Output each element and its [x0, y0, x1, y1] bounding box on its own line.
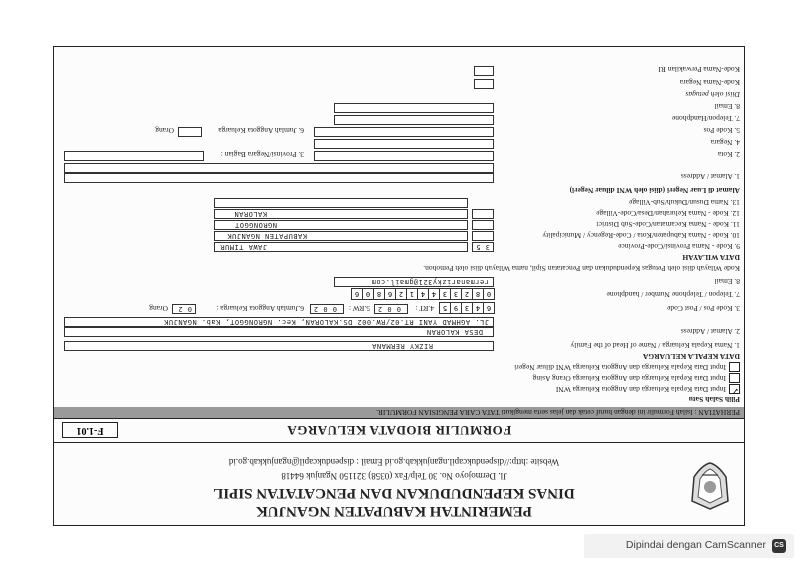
phone-digit: 4: [428, 288, 440, 300]
province-name-value: JAWA TIMUR: [219, 243, 267, 251]
postcode-digit: 5: [439, 302, 451, 314]
regency-code-field[interactable]: [472, 231, 494, 241]
form-frame: [53, 46, 745, 526]
district-name-field[interactable]: [214, 220, 468, 230]
option-abroad-label: Input Data Kepala Keluarga dan Anggota Keluarga WNI diluar Negeri: [514, 363, 726, 372]
kk-rt-field[interactable]: [374, 304, 408, 314]
form-title: FORMULIR BIODATA KELUARGA: [286, 423, 512, 438]
wilayah-heading: DATA WILAYAH: [682, 253, 740, 262]
village-name-value: KALORAN: [233, 210, 267, 218]
phone-digit: 4: [417, 288, 429, 300]
abroad-city-label: 2. Kota: [717, 150, 740, 159]
regency-emblem-icon: [688, 461, 732, 511]
abroad-postcode-label: 5. Kode Pos: [703, 126, 740, 135]
province-label: 9. Kode - Nama Provinsi/Code-Province: [618, 242, 740, 251]
abroad-members-unit: Orang: [155, 126, 174, 135]
representative-code-field[interactable]: [474, 66, 494, 76]
kk-name-label: 1. Nama Kepala Keluarga / Name of Head of the Family: [570, 341, 740, 350]
district-name-value: NGRONGGOT: [234, 221, 277, 229]
kk-rw-field[interactable]: [310, 304, 344, 314]
abroad-address-label: 1. Alamat / Address: [680, 172, 740, 181]
kk-postcode-cells[interactable]: [439, 302, 494, 314]
province-name-field[interactable]: [214, 242, 468, 252]
postcode-digit: 4: [472, 302, 484, 314]
regency-name-field[interactable]: [214, 231, 468, 241]
postcode-digit: 9: [450, 302, 462, 314]
phone-digit: 8: [472, 288, 484, 300]
phone-digit: 1: [406, 288, 418, 300]
check-icon: ✓: [731, 386, 739, 396]
header-department: DINAS KEPENDUDUKAN DAN PENCATATAN SIPIL: [213, 485, 575, 501]
province-code-field[interactable]: [472, 242, 494, 252]
postcode-digit: 3: [461, 302, 473, 314]
abroad-phone-label: 7. Telepon/Handphone: [671, 114, 740, 123]
letterhead: [54, 442, 744, 525]
wilayah-note: Kode Wilayah diisi oleh Petugas Kependudukan dan Pencatatan Sipil, nama Wilayah diisi oleh Pemohon.: [423, 264, 740, 273]
options-heading: Pilih Salah Satu: [688, 395, 740, 404]
kk-address-field-1[interactable]: [64, 327, 494, 337]
phone-digit: 0: [483, 288, 495, 300]
header-address: Jl. Dermojoyo No. 30 Telp/Fax (0358) 321150 Nganjuk 64418: [281, 471, 507, 481]
kk-email-label: 8. Email: [714, 277, 740, 286]
abroad-city-field[interactable]: [314, 151, 494, 161]
country-code-label: Kode-Nama Negara: [679, 78, 740, 87]
kk-rw-value: 0 0 2: [313, 305, 337, 313]
province-code-value: 3 5: [475, 243, 490, 251]
phone-digit: 6: [351, 288, 363, 300]
phone-digit: 3: [450, 288, 462, 300]
camscanner-label: Dipindai dengan CamScanner: [625, 539, 766, 551]
abroad-members-field[interactable]: [178, 127, 202, 137]
village-code-field[interactable]: [472, 209, 494, 219]
kk-members-label: 6.Jumlah Anggota Keluarga :: [216, 304, 304, 313]
option-foreign-checkbox[interactable]: [729, 373, 740, 383]
warning-bar: PERHATIAN : Isilah Formulir ini dengan huruf cetak dan jelas serta mengikuti TATA CARA PENGISIAN FORMULIR.: [54, 407, 744, 418]
kk-rt-label: 4.RT :: [415, 304, 434, 313]
abroad-heading: Alamat di Luar Negeri (diisi oleh WNI diluar Negeri): [569, 186, 740, 195]
phone-digit: 2: [395, 288, 407, 300]
option-wni-label: Input Data Kepala Keluarga dan Anggota Keluarga WNI: [555, 385, 726, 394]
phone-digit: 6: [384, 288, 396, 300]
officer-note: Diisi oleh petugas: [685, 90, 740, 99]
abroad-postcode-field[interactable]: [314, 127, 494, 137]
phone-digit: 3: [439, 288, 451, 300]
option-wni-checkbox[interactable]: [729, 384, 740, 394]
abroad-address-field-1[interactable]: [64, 173, 494, 183]
abroad-state-label: 3. Provinsi/Negara Bagian :: [220, 150, 304, 159]
kk-name-value: RIZKY RERMANA: [371, 342, 433, 350]
kk-address-field-2[interactable]: [64, 317, 494, 327]
abroad-country-field[interactable]: [314, 139, 494, 149]
camscanner-watermark: [584, 534, 794, 558]
kk-email-value: rermanarizky321@gmail.com: [371, 278, 489, 286]
camscanner-logo-icon: CS: [772, 539, 786, 553]
header-government: PEMERINTAH KABUPATEN NGANJUK: [256, 503, 532, 519]
kk-email-field[interactable]: [334, 277, 494, 287]
kk-heading: DATA KEPALA KELUARGA: [642, 352, 740, 361]
kk-phone-label: 7. Telepon / Telephone Number / handphone: [606, 290, 740, 299]
country-code-field[interactable]: [474, 79, 494, 89]
form-title-bar: [54, 418, 744, 441]
kk-phone-cells[interactable]: [351, 288, 494, 300]
abroad-email-label: 8. Email: [714, 102, 740, 111]
subvillage-label: 13. Nama Dusun/Dukuh/Sub-Village: [629, 198, 740, 207]
abroad-members-label: 6. Jumlah Anggota Keluarga: [218, 126, 304, 135]
representative-code-label: Kode-Nama Perwakilan RI: [658, 65, 740, 74]
kk-address-value-2: JL. AGHMAD YANI RT.02/RW.002 DS.KALORAN, Kec. NGRONGGOT, Kab. NGANJUK: [163, 318, 489, 326]
kk-rw-label: 5.RW :: [348, 304, 370, 313]
regency-name-value: KABUPATEN NGANJUK: [226, 232, 307, 240]
abroad-state-field[interactable]: [64, 151, 204, 161]
district-code-field[interactable]: [472, 220, 494, 230]
subvillage-field[interactable]: [214, 198, 468, 208]
option-foreign-label: Input Data Kepala Keluarga dan Anggota Keluarga Orang Asing: [532, 374, 726, 383]
option-abroad-checkbox[interactable]: [729, 362, 740, 372]
abroad-email-field[interactable]: [334, 103, 494, 113]
kk-postcode-label: 3. Kode Pos / Post Code: [667, 304, 740, 313]
kk-rt-value: 0 0 2: [377, 305, 401, 313]
header-website: Website :http://dispendukcapil.nganjukkab.go.id Email : dispendukcapil@nganjukkab.go.id: [228, 457, 560, 467]
kk-address-label: 2. Alamat / Address: [680, 327, 740, 336]
village-name-field[interactable]: [214, 209, 468, 219]
phone-digit: 0: [362, 288, 374, 300]
village-label: 12. Kode - Nama Kelurahan/Desa/Code-Village: [596, 209, 740, 218]
abroad-phone-field[interactable]: [334, 115, 494, 125]
kk-name-field[interactable]: [64, 341, 494, 351]
kk-members-value: 0 2: [177, 305, 192, 313]
regency-label: 10. Kode - Nama Kabupaten/Kota / Code-Regency / Municipality: [542, 231, 740, 240]
kk-members-field[interactable]: [172, 304, 196, 314]
kk-members-unit: Orang: [149, 304, 168, 313]
phone-digit: 8: [373, 288, 385, 300]
abroad-address-field-2[interactable]: [64, 163, 494, 173]
form-code: F-1.01: [62, 422, 118, 438]
kk-address-value-1: DESA KALORAN: [426, 328, 483, 336]
district-label: 11. Kode - Nama Kecamatan/Code-Sub District: [596, 220, 740, 229]
abroad-country-label: 4. Negara: [710, 138, 740, 147]
postcode-digit: 6: [483, 302, 495, 314]
phone-digit: 2: [461, 288, 473, 300]
